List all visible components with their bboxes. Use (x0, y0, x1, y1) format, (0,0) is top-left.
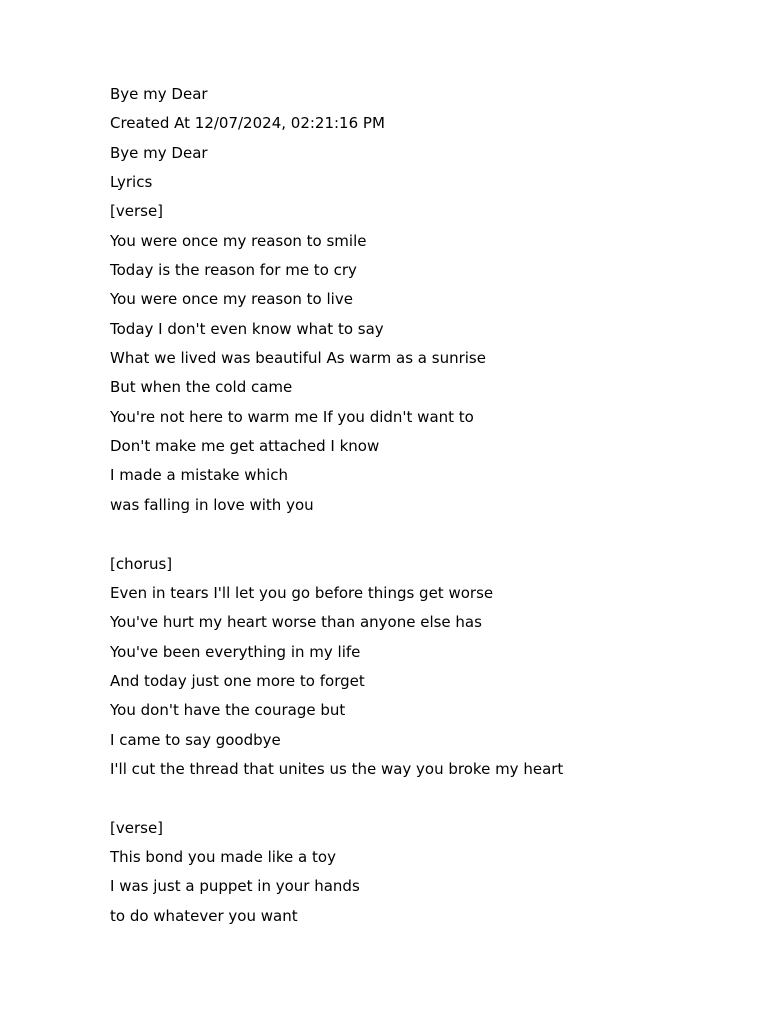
lyric-line: You were once my reason to live (110, 290, 353, 309)
document-title: Bye my Dear (110, 85, 208, 103)
stanza-break (110, 788, 730, 817)
lyric-line: Even in tears I'll let you go before things get worse (110, 583, 494, 602)
lyric-line: [verse] (110, 818, 164, 837)
lyric-line: But when the cold came (110, 378, 293, 397)
lyric-line: was falling in love with you (110, 495, 314, 514)
lyric-line: I made a mistake which (110, 466, 288, 485)
stanza-break (110, 524, 730, 553)
song-title: Bye my Dear (110, 143, 208, 162)
lyric-line: You've hurt my heart worse than anyone else has (110, 613, 482, 632)
created-timestamp: Created At 12/07/2024, 02:21:16 PM (110, 114, 385, 133)
section-heading: Lyrics (110, 173, 153, 192)
lyric-line: [verse] (110, 202, 164, 221)
lyric-line: to do whatever you want (110, 906, 298, 925)
lyric-line: [chorus] (110, 554, 173, 573)
lyric-line: You don't have the courage but (110, 701, 346, 720)
lyric-line: You're not here to warm me If you didn't want to (110, 407, 474, 426)
document-page (110, 84, 730, 935)
lyric-line: I was just a puppet in your hands (110, 877, 360, 896)
lyric-line: And today just one more to forget (110, 671, 365, 690)
lyric-line: I'll cut the thread that unites us the way you broke my heart (110, 759, 564, 778)
lyric-line: You've been everything in my life (110, 642, 361, 661)
lyric-line: Today is the reason for me to cry (110, 261, 357, 280)
lyric-line: What we lived was beautiful As warm as a sunrise (110, 349, 486, 368)
lyric-line: Today I don't even know what to say (110, 319, 384, 338)
lyric-line: This bond you made like a toy (110, 847, 336, 866)
lyric-line: I came to say goodbye (110, 730, 281, 749)
lyric-line: You were once my reason to smile (110, 231, 367, 250)
lyrics-body (110, 201, 730, 935)
lyric-line: Don't make me get attached I know (110, 437, 380, 456)
